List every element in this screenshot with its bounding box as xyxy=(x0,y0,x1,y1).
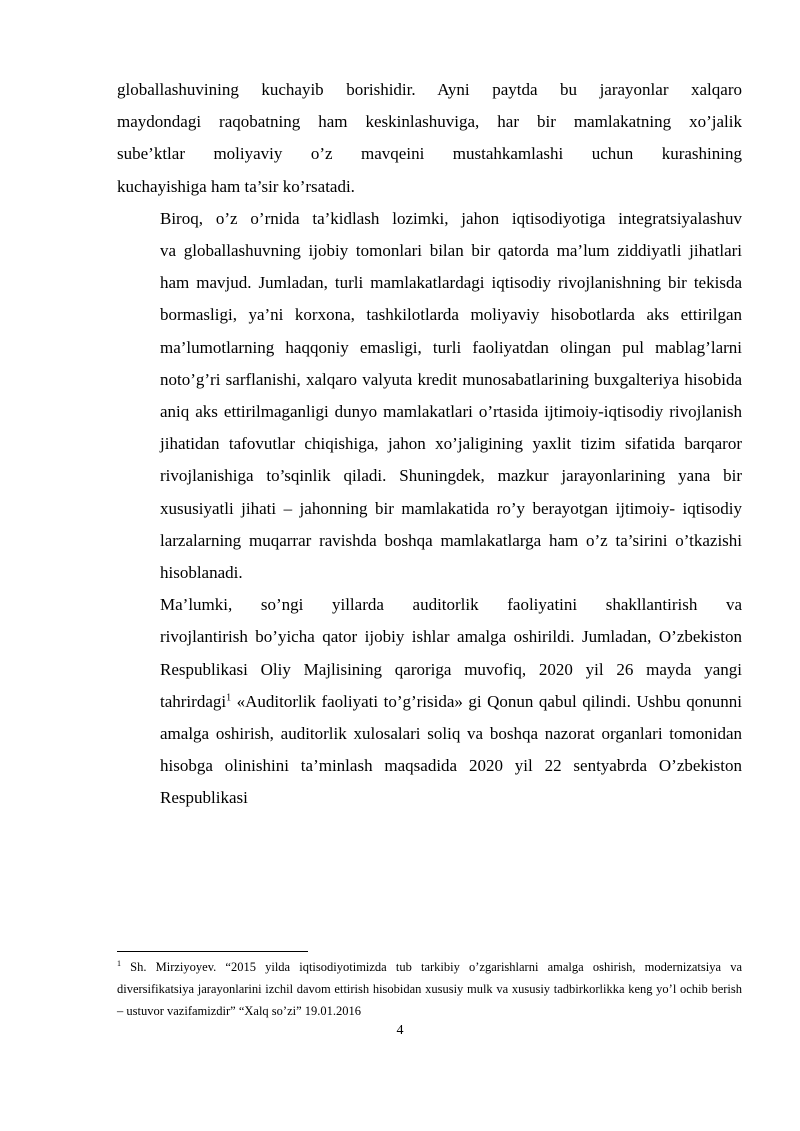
text-line: ma’lumotlarning haqqoniy emasligi, turli faoliyatdan olingan pul mablag’larni xyxy=(160,337,742,357)
text-line: jihatidan tafovutlar chiqishiga, jahon xo’jaligining yaxlit tizim sifatida barqaror xyxy=(160,434,742,454)
text-line: Ma’lumki, so’ngi yillarda auditorlik faoliyatini shakllantirish va xyxy=(160,595,742,615)
page-number: 4 xyxy=(396,1023,404,1038)
ref-line-before: tahrirdagi xyxy=(160,691,227,711)
text-line: kuchayishiga ham ta’sir ko’rsatadi. xyxy=(117,176,355,196)
text-line: ham mavjud. Jumladan, turli mamlakatlardagi iqtisodiy rivojlanishning bir tekisda xyxy=(160,273,742,293)
footnote xyxy=(117,956,742,1022)
text-line: hisoblanadi. xyxy=(160,563,243,583)
text-line: aniq aks ettirilmaganligi dunyo mamlakatlari o’rtasida ijtimoiy-iqtisodiy rivojlanish xyxy=(160,402,742,422)
footnote-reference[interactable]: 1 xyxy=(226,692,232,704)
paragraph-1 xyxy=(117,74,742,203)
text-line: Biroq, o’z o’rnida ta’kidlash lozimki, jahon iqtisodiyotiga integratsiyalashuv xyxy=(160,208,742,228)
text-line: rivojlantirish bo’yicha qator ijobiy ishlar amalga oshirildi. Jumladan, O’zbekiston xyxy=(160,627,742,647)
text-line-with-footnote-ref xyxy=(117,686,742,718)
text-line: Respublikasi Oliy Majlisining qaroriga muvofiq, 2020 yil 26 mayda yangi xyxy=(160,659,742,679)
text-line: hisobga olinishini ta’minlash maqsadida 2020 yil 22 sentyabrda O’zbekiston xyxy=(160,756,742,776)
paragraph-3 xyxy=(117,589,742,814)
body-text xyxy=(117,74,742,815)
text-line: rivojlanishiga to’sqinlik qiladi. Shuningdek, mazkur jarayonlarining yana bir xyxy=(160,466,742,486)
text-line: va globallashuvning ijobiy tomonlari bilan bir qatorda ma’lum ziddiyatli jihatlari xyxy=(160,241,742,261)
text-line: Respublikasi xyxy=(160,788,248,808)
text-line: larzalarning muqarrar ravishda boshqa mamlakatlarga ham o’z ta’sirini o’tkazishi xyxy=(160,530,742,550)
text-line: maydondagi raqobatning ham keskinlashuviga, har bir mamlakatning xo’jalik xyxy=(117,112,742,132)
ref-line-after: «Auditorlik faoliyati to’g’risida» gi Qonun qabul qilindi. Ushbu qonunni xyxy=(231,691,742,711)
text-line: bormasligi, ya’ni korxona, tashkilotlarda moliyaviy hisobotlarda aks ettirilgan xyxy=(160,305,742,325)
footnote-text: Sh. Mirziyoyev. “2015 yilda iqtisodiyotimizda tub tarkibiy o’zgarishlarni amalga oshirish, modernizatsiya va diversifikatsiya jarayonlarini izchil davom ettirish hisobidan xususiy mulk va xususiy tadbirkorlikka keng yo’l ochib berish – ustuvor vazifamizdir” “Xalq so’zi” 19.01.2016 xyxy=(117,960,742,1018)
text-line: noto’g’ri sarflanishi, xalqaro valyuta kredit munosabatlarining buxgalteriya hisobida xyxy=(160,369,742,389)
footnote-marker: 1 xyxy=(117,958,121,968)
text-line: xususiyatli jihati – jahonning bir mamlakatida ro’y berayotgan ijtimoiy- iqtisodiy xyxy=(160,498,742,518)
text-line: amalga oshirish, auditorlik xulosalari soliq va boshqa nazorat organlari tomonidan xyxy=(160,724,742,744)
footnote-separator xyxy=(117,951,308,952)
paragraph-2 xyxy=(117,203,742,589)
text-line: globallashuvining kuchayib borishidir. Ayni paytda bu jarayonlar xalqaro xyxy=(117,80,742,99)
text-line: sube’ktlar moliyaviy o’z mavqeini mustahkamlashi uchun kurashining xyxy=(117,144,742,164)
